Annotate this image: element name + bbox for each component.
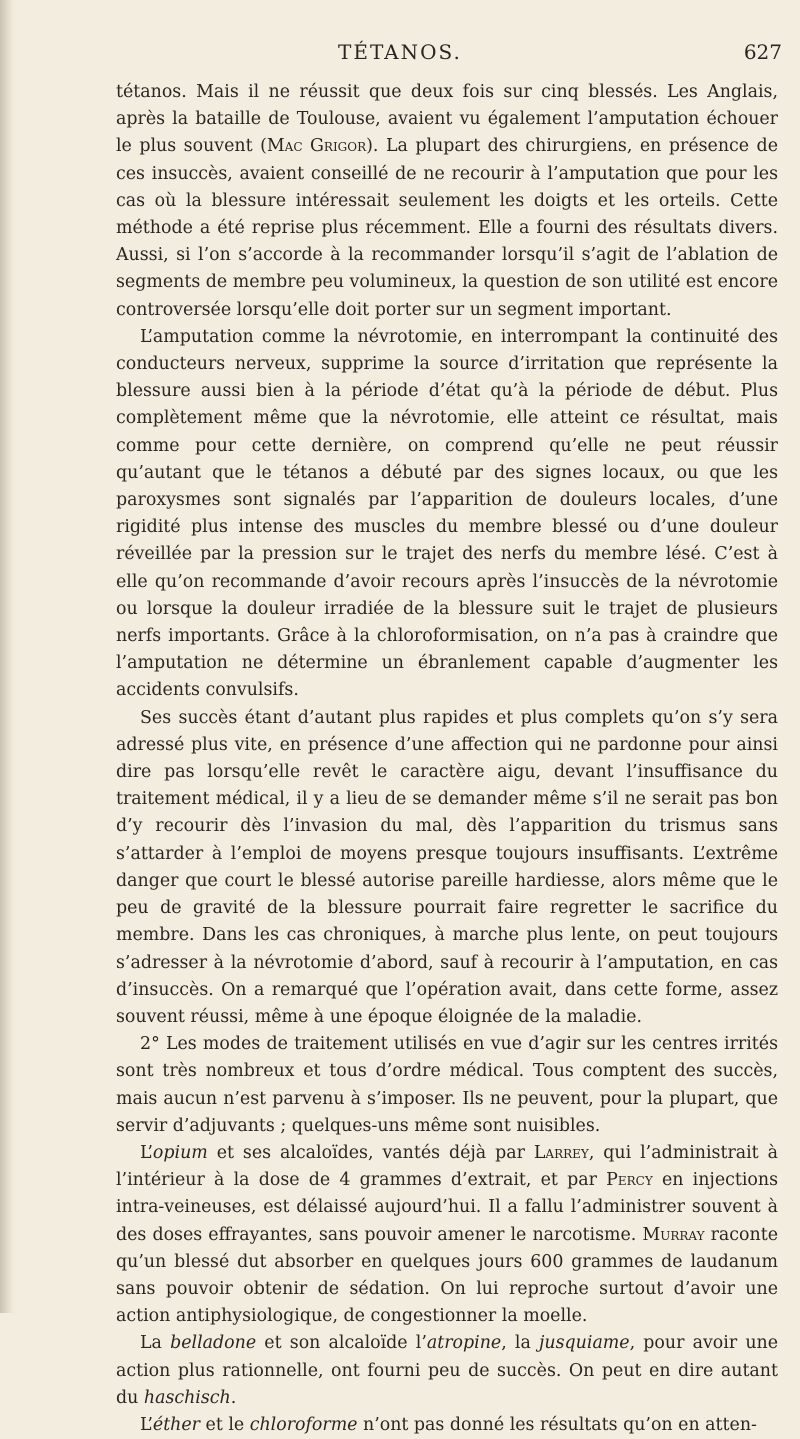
italic-term: atropine	[426, 1333, 502, 1354]
paragraph	[116, 79, 778, 324]
text-run: Ses succès étant d’autant plus rapides et plus complets qu’on s’y sera adressé plus vite, en présence d’une affection qui ne pardonne pour ainsi dire pas lorsqu’elle revêt le caractère aigu, devant l’insuffisance du traitement médical, il y a lieu de se demander même s’il ne serait pas bon d’y recourir dès l’invasion du mal, dès l’apparition du trismus sans s’attarder à l’emploi de moyens presque toujours insuffisants. L’extrême danger que court le blessé autorise pareille hardiesse, alors même que le peu de gravité de la blessure pourrait faire regretter le sacrifice du membre. Dans les cas chroniques, à marche plus lente, on peut toujours s’adresser à la névrotomie d’abord, sauf à recourir à l’amputation, en cas d’insuccès. On a remarqué que l’opération avait, dans cette forme, assez souvent réussi, même à une époque éloignée de la maladie.	[116, 707, 778, 1027]
body-text	[116, 79, 778, 1439]
italic-term: opium	[152, 1142, 208, 1163]
author-name: Mac Grigor	[266, 136, 367, 157]
text-run: 2° Les modes de traitement utilisés en vue d’agir sur les centres irrités sont très nombreux et tous d’ordre médical. Tous comptent des succès, mais aucun n’est parvenu à s’imposer. Ils ne peuvent, pour la plupart, que servir d’adjuvants ; quelques-uns même sont nuisibles.	[116, 1034, 778, 1136]
text-run: en injections intra-veineuses, est délaissé aujourd’hui. Il a fallu l’administrer souvent à des doses effrayantes, sans pouvoir amener le narcotisme.	[116, 1170, 778, 1245]
page-number: 627	[743, 40, 782, 64]
text-run: raconte qu’un blessé dut absorber en quelques jours 600 grammes de laudanum sans pouvoir obtenir de sédation. On lui reproche surtout d’avoir une action antiphysiologique, de congestionner la moelle.	[116, 1224, 778, 1327]
paragraph	[116, 1412, 778, 1439]
italic-term: haschisch	[143, 1387, 231, 1408]
running-title: TÉTANOS.	[338, 40, 462, 64]
paragraph	[116, 1330, 778, 1412]
text-run: et le	[200, 1414, 250, 1435]
author-name: Percy	[606, 1170, 653, 1191]
paragraph	[116, 324, 778, 705]
paragraph	[116, 705, 778, 1031]
text-run: .	[230, 1387, 237, 1408]
text-run: La	[140, 1333, 171, 1354]
text-run: et ses alcaloïdes, vantés déjà par	[207, 1142, 534, 1163]
paragraph	[116, 1031, 778, 1140]
text-run: L’	[140, 1142, 153, 1163]
text-run: tétanos. Mais il ne réussit que deux fois sur cinq blessés. Les Anglais, après la bataille de Toulouse, avaient vu également l’amputation échouer le plus souvent (	[116, 82, 778, 157]
italic-term: chloroforme	[249, 1414, 358, 1435]
text-run: , pour avoir une action plus rationnelle, ont fourni peu de succès. On peut en dire autant du	[116, 1333, 779, 1408]
author-name: Larrey	[533, 1142, 589, 1163]
text-run: , la	[501, 1333, 540, 1354]
text-run: et son alcaloïde l’	[256, 1333, 427, 1354]
italic-term: éther	[152, 1414, 200, 1435]
text-run: n’ont pas donné les résultats qu’on en atten-	[357, 1414, 757, 1435]
text-run: L’amputation comme la névrotomie, en interrompant la continuité des conducteurs nerveux, supprime la source d’irritation que représente la blessure aussi bien à la période d’état qu’à la période de début. Plus complètement même que la névrotomie, elle atteint ce résultat, mais comme pour cette dernière, on comprend qu’elle ne peut réussir qu’autant que le tétanos a débuté par des signes locaux, ou que les paroxysmes sont signalés par l’apparition de douleurs locales, d’une rigidité plus intense des muscles du membre blessé ou d’une douleur réveillée par la pression sur le trajet des nerfs du membre lésé. C’est à elle qu’on recommande d’avoir recours après l’insuccès de la névrotomie ou lorsque la douleur irradiée de la blessure suit le trajet de plusieurs nerfs importants. Grâce à la chloroformisation, on n’a pas à craindre que l’amputation ne détermine un ébranlement capable d’augmenter les accidents convulsifs.	[116, 326, 778, 701]
text-run: , qui l’administrait à l’intérieur à la dose de 4 grammes d’extrait, et par	[116, 1142, 778, 1191]
author-name: Murray	[642, 1224, 705, 1245]
text-run: L’	[140, 1414, 153, 1435]
page-binding-shadow	[0, 0, 14, 1313]
paragraph	[116, 1140, 778, 1330]
italic-term: belladone	[170, 1333, 257, 1354]
italic-term: jusquiame	[539, 1333, 630, 1354]
text-run: ). La plupart des chirurgiens, en présence de ces insuccès, avaient conseillé de ne recourir à l’amputation que pour les cas où la blessure intéressait seulement les doigts et les orteils. Cette méthode a été reprise plus récemment. Elle a fourni des résultats divers. Aussi, si l’on s’accorde à la recommander lorsqu’il s’agit de l’ablation de segments de membre peu volumineux, la question de son utilité est encore controversée lorsqu’elle doit porter sur un segment important.	[116, 136, 778, 320]
